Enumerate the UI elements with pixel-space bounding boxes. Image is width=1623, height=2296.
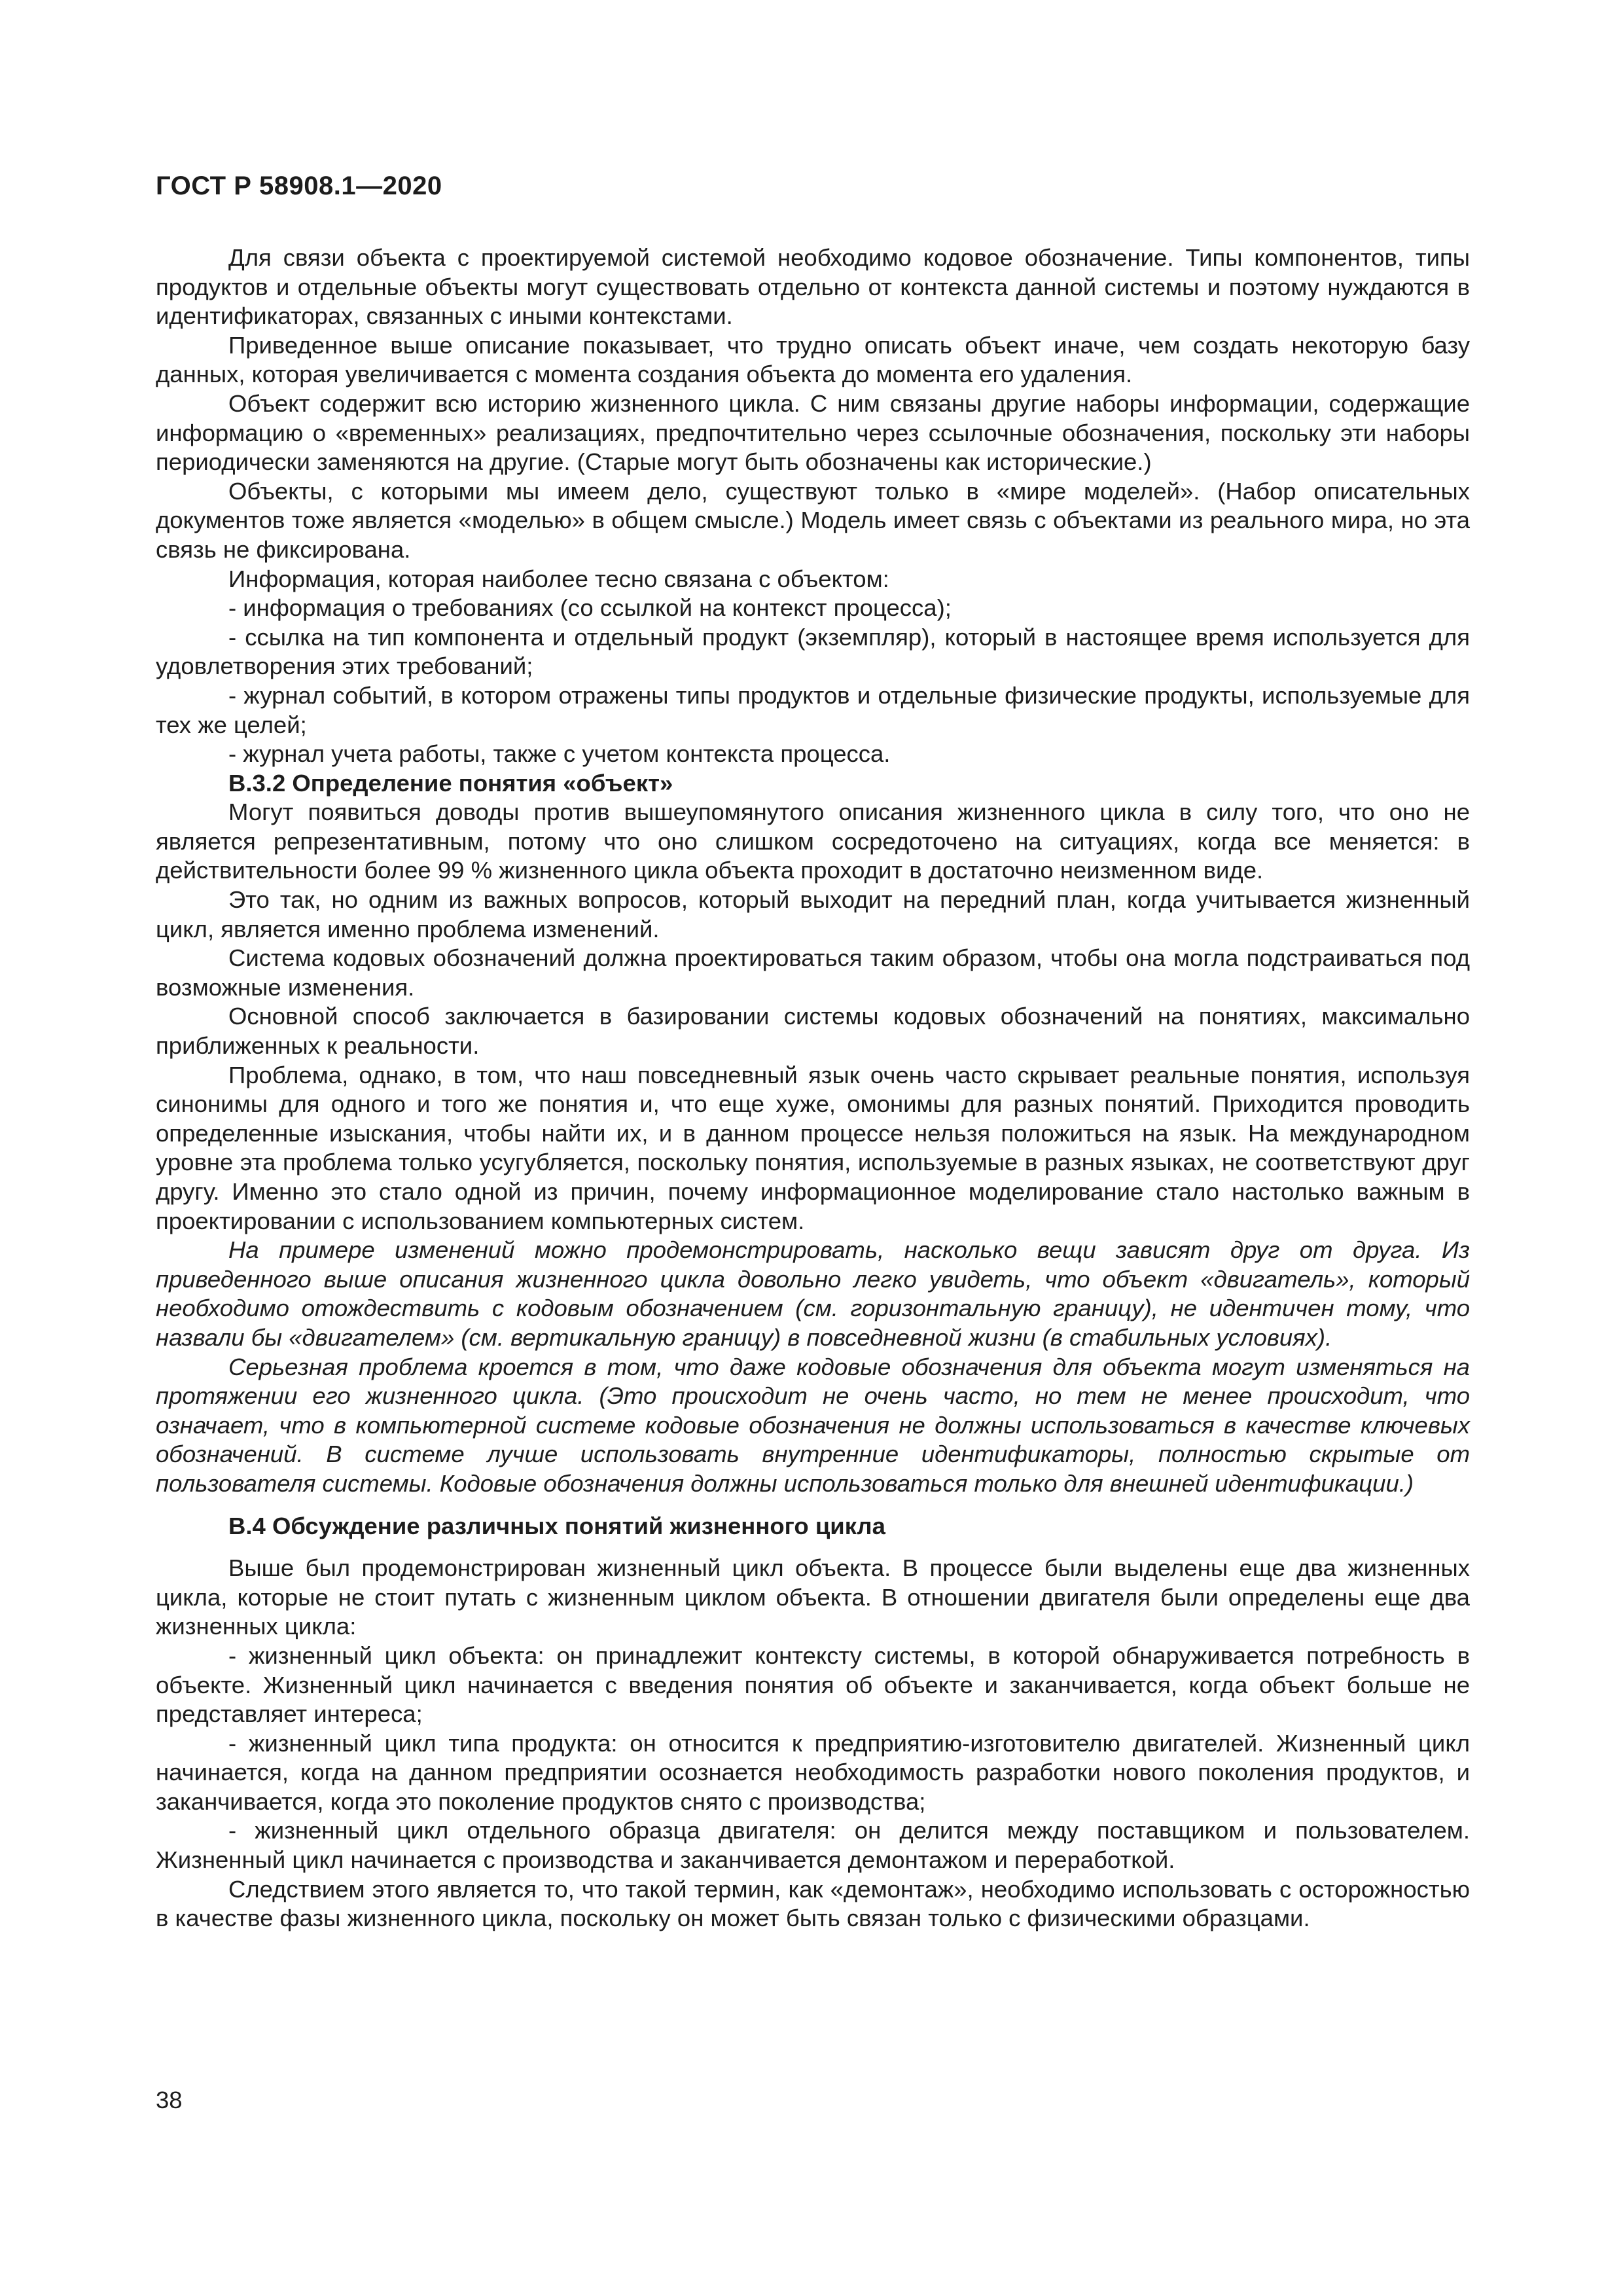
document-header: ГОСТ Р 58908.1—2020 [156,171,442,200]
list-item: - жизненный цикл объекта: он принадлежит контексту системы, в которой обнаруживается потребность в объекте. Жизненный цикл начинается с введения понятия об объекте и заканчивается, когда объект больше не представляет интереса; [156,1641,1470,1728]
list-item: - журнал событий, в котором отражены типы продуктов и отдельные физические продукты, используемые для тех же целей; [156,681,1470,738]
list-item: - ссылка на тип компонента и отдельный продукт (экземпляр), который в настоящее время используется для удовлетворения этих требований; [156,623,1470,680]
paragraph: Могут появиться доводы против вышеупомянутого описания жизненного цикла в силу того, что оно не является репрезентативным, потому что оно слишком сосредоточено на ситуациях, когда все меняется: в действительности более 99 % жизненного цикла объекта проходит в достаточно неизменном виде. [156,798,1470,884]
list-item: - журнал учета работы, также с учетом контекста процесса. [228,740,891,768]
paragraph: Система кодовых обозначений должна проектироваться таким образом, чтобы она могла подстраиваться под возможные изменения. [156,944,1470,1001]
paragraph: Приведенное выше описание показывает, что трудно описать объект иначе, чем создать некоторую базу данных, которая увеличивается с момента создания объекта до момента его удаления. [156,331,1470,388]
section-heading: В.4 Обсуждение различных понятий жизненного цикла [228,1512,885,1539]
page-number: 38 [156,2087,183,2113]
section-heading: В.3.2 Определение понятия «объект» [228,769,673,797]
paragraph: Объекты, с которыми мы имеем дело, существуют только в «мире моделей». (Набор описательных документов тоже является «моделью» в общем смысле.) Модель имеет связь с объектами из реального мира, но эта связь не фиксирована. [156,477,1470,563]
note-paragraph: Серьезная проблема кроется в том, что даже кодовые обозначения для объекта могут изменяться на протяжении его жизненного цикла. (Это происходит не очень часто, но тем не менее происходит, что означает, что в компьютерной системе кодовые обозначения не должны использоваться в качестве ключевых обозначений. В системе лучше использовать внутренние идентификаторы, полностью скрытые от пользователя системы. Кодовые обозначения должны использоваться только для внешней идентификации.) [156,1353,1470,1497]
paragraph: Это так, но одним из важных вопросов, который выходит на передний план, когда учитывается жизненный цикл, является именно проблема изменений. [156,886,1470,942]
document-body [156,243,1470,1933]
paragraph: Следствием этого является то, что такой термин, как «демонтаж», необходимо использовать с осторожностью в качестве фазы жизненного цикла, поскольку он может быть связан только с физическими образцами. [156,1875,1470,1932]
paragraph: Выше был продемонстрирован жизненный цикл объекта. В процессе были выделены еще два жизненных цикла, которые не стоит путать с жизненным циклом объекта. В отношении двигателя были определены еще два жизненных цикла: [156,1554,1470,1640]
list-item: - жизненный цикл типа продукта: он относится к предприятию-изготовителю двигателей. Жизненный цикл начинается, когда на данном предприятии осознается необходимость разработки нового поколения продуктов, и заканчивается, когда это поколение продуктов снято с производства; [156,1729,1470,1815]
paragraph: Для связи объекта с проектируемой системой необходимо кодовое обозначение. Типы компонентов, типы продуктов и отдельные объекты могут существовать отдельно от контекста данной системы и поэтому нуждаются в идентификаторах, связанных с иными контекстами. [156,244,1470,330]
paragraph: Объект содержит всю историю жизненного цикла. С ним связаны другие наборы информации, содержащие информацию о «временных» реализациях, предпочтительно через ссылочные обозначения, поскольку эти наборы периодически заменяются на другие. (Старые могут быть обозначены как исторические.) [156,389,1470,476]
note-paragraph: На примере изменений можно продемонстрировать, насколько вещи зависят друг от друга. Из приведенного выше описания жизненного цикла довольно легко увидеть, что объект «двигатель», который необходимо отождествить с кодовым обозначением (см. горизонтальную границу), не идентичен тому, что назвали бы «двигателем» (см. вертикальную границу) в повседневной жизни (в стабильных условиях). [156,1236,1470,1351]
paragraph: Основной способ заключается в базировании системы кодовых обозначений на понятиях, максимально приближенных к реальности. [156,1003,1470,1060]
list-item: - жизненный цикл отдельного образца двигателя: он делится между поставщиком и пользователем. Жизненный цикл начинается с производства и заканчивается демонтажом и переработкой. [156,1817,1470,1874]
list-item: - информация о требованиях (со ссылкой на контекст процесса); [228,594,952,622]
paragraph: Информация, которая наиболее тесно связана с объектом: [228,565,889,592]
paragraph: Проблема, однако, в том, что наш повседневный язык очень часто скрывает реальные понятия, используя синонимы для одного и того же понятия и, что еще хуже, омонимы для разных понятий. Приходится проводить определенные изыскания, чтобы найти их, и в данном процессе нельзя положиться на язык. На международном уровне эта проблема только усугубляется, поскольку понятия, используемые в разных языках, не соответствуют друг другу. Именно это стало одной из причин, почему информационное моделирование стало настолько важным в проектировании с использованием компьютерных систем. [156,1061,1470,1234]
